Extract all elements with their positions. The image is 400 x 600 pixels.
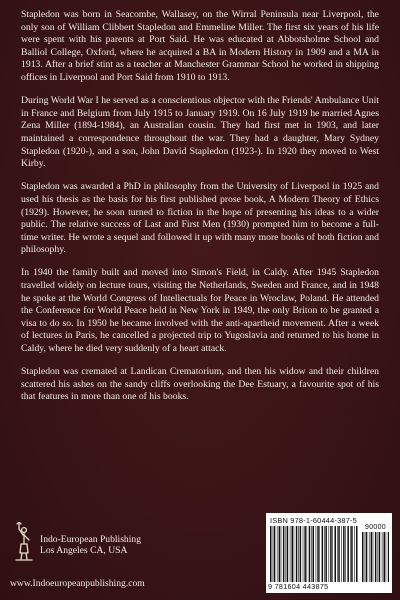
torch-figure-logo-icon [10, 520, 36, 562]
paragraph-career: Stapledon was awarded a PhD in philosophy from the University of Liverpool in 1925 and used his thesis as the basis for his first published prose book, A Modern Theory of Ethics (1929). However, he soon turned to fiction in the hope of presenting his ideas to a wider public. The relative success of Last and First Men (1930) prompted him to become a full-time writer. He wrote a sequel and followed it up with many more books of both fiction and philosophy. [21, 181, 379, 256]
publisher-name: Indo-European Publishing [40, 534, 141, 545]
biography-text [21, 9, 379, 415]
paragraph-war: During World War I he served as a conscientious objector with the Friends' Ambulance Unit in France and Belgium from July 1915 to January 1919. On 16 July 1919 he married Agnes Zena Miller (1894-1984), an Australian cousin. They had first met in 1903, and later maintained a correspondence throughout the war. They had a daughter, Mary Sydney Stapledon (1920-), and a son, John David Stapledon (1923-). In 1920 they moved to West Kirby. [21, 95, 379, 170]
paragraph-birth: Stapledon was born in Seacombe, Wallasey, on the Wirral Peninsula near Liverpool, the only son of William Clibbert Stapledon and Emmeline Miller. The first six years of his life were spent with his parents at Port Said. He was educated at Abbotsholme School and Balliol College, Oxford, where he acquired a BA in Modern History in 1909 and a MA in 1913. After a brief stint as a teacher at Manchester Grammar School he worked in shipping offices in Liverpool and Port Said from 1910 to 1913. [21, 9, 379, 83]
publisher-block [10, 520, 250, 592]
paragraph-death: Stapledon was cremated at Landican Crematorium, and then his widow and their children scattered his ashes on the sandy cliffs overlooking the Dee Estuary, a favourite spot of his that features in more than one of his books. [21, 366, 379, 403]
addon-barcode-bars [362, 532, 389, 582]
paragraph-later-life: In 1940 the family built and moved into Simon's Field, in Caldy. After 1945 Stapledon travelled widely on lecture tours, visiting the Netherlands, Sweden and France, and in 1948 he spoke at the World Congress of Intellectuals for Peace in Wroclaw, Poland. He attended the Conference for World Peace held in New York in 1949, the only Briton to be granted a visa to do so. In 1950 he became involved with the anti-apartheid movement. After a week of lectures in Paris, he cancelled a projected trip to Yugoslavia and returned to his home in Caldy, where he died very suddenly of a heart attack. [21, 267, 379, 355]
isbn-barcode [266, 513, 392, 593]
ean-digits: 9 781604 443875 [268, 582, 329, 591]
price-addon-digits: 90000 [365, 524, 386, 531]
ean-barcode-bars [270, 526, 358, 582]
publisher-city: Los Angeles CA, USA [40, 545, 128, 556]
publisher-url[interactable]: www.Indoeuropeanpublishing.com [10, 578, 145, 589]
isbn-label: ISBN 978-1-60444-387-5 [270, 516, 357, 525]
